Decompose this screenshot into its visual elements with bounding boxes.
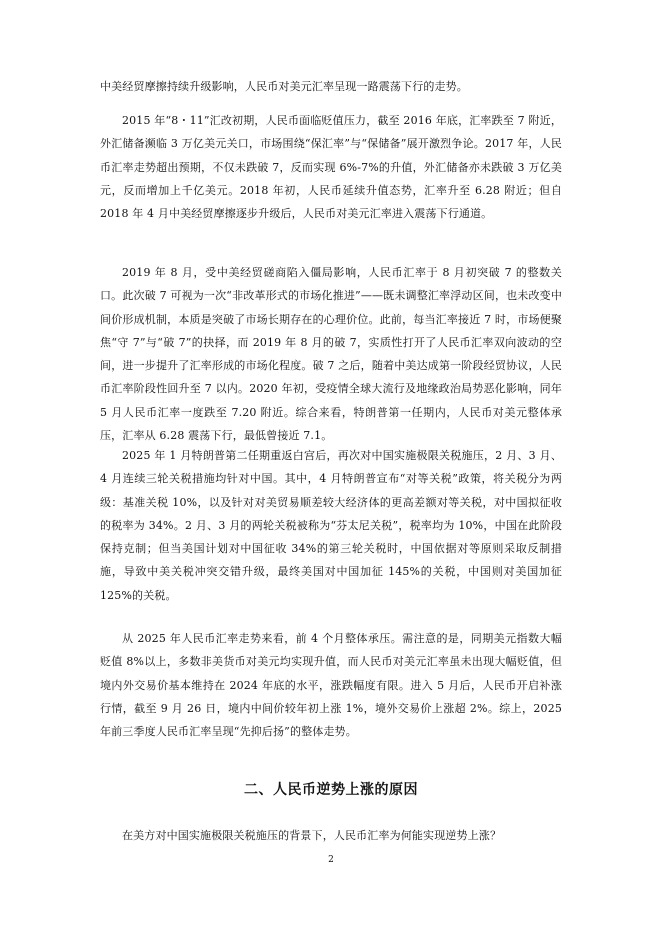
paragraph-2025-tariffs: 2025 年 1 月特朗普第二任期重返白宫后，再次对中国实施极限关税施压，2 月、3 月、4 月连续三轮关税措施均针对中国。其中，4 月特朗普宣布“对等关税”政策，将关税分为两级：基准关税 10%，以及针对对美贸易顺差较大经济体的更高差额对等关税，对中国拟征收的税率为 34%。2 月、3 月的两轮关税被称为“芬太尼关税”，税率均为 10%，中国在此阶段保持克制；但当美国计划对中国征收 34%的第三轮关税时，中国依据对等原则采取反制措施，导致中美关税冲突交错升级，最终美国对中国加征 145%的关税，中国则对美国加征 125%的关税。 bbox=[100, 449, 562, 602]
paragraph-continuation: 中美经贸摩擦持续升级影响，人民币对美元汇率呈现一路震荡下行的走势。 bbox=[100, 80, 468, 93]
page-number: 2 bbox=[328, 855, 334, 865]
paragraph-2015-reform: 2015 年“8・11”汇改初期，人民币面临贬值压力，截至 2016 年底，汇率跌至 7 附近，外汇储备濒临 3 万亿美元关口，市场围绕“保汇率”与“保储备”展开激烈争论。2017 年，人民币汇率走势超出预期，不仅未跌破 7，反而实现 6%-7%的升值，外汇储备亦未跌破 3 万亿美元，反而增加上千亿美元。2018 年初，人民币延续升值态势，汇率升至 6.28 附近；但自 2018 年 4 月中美经贸摩擦逐步升级后，人民币对美元汇率进入震荡下行通道。 bbox=[100, 114, 562, 221]
paragraph-2025-trend: 从 2025 年人民币汇率走势来看，前 4 个月整体承压。需注意的是，同期美元指数大幅贬值 8%以上，多数非美货币对美元均实现升值，而人民币对美元汇率虽未出现大幅贬值，但境内外交易价基本维持在 2024 年底的水平，涨跌幅度有限。进入 5 月后，人民币开启补涨行情，截至 9 月 26 日，境内中间价较年初上涨 1%，境外交易价上涨超 2%。综上，2025 年前三季度人民币汇率呈现“先抑后扬”的整体走势。 bbox=[100, 632, 562, 739]
section-heading: 二、人民币逆势上涨的原因 bbox=[244, 782, 418, 798]
paragraph-2019-break-seven: 2019 年 8 月，受中美经贸磋商陷入僵局影响，人民币汇率于 8 月初突破 7 的整数关口。此次破 7 可视为一次“非改革形式的市场化推进”——既未调整汇率浮动区间，也未改变中间价形成机制，本质是突破了市场长期存在的心理价位。此前，每当汇率接近 7 时，市场便聚焦“守 7”与“破 7”的抉择，而 2019 年 8 月的破 7，实质性打开了人民币汇率双向波动的空间，进一步提升了汇率形成的市场化程度。破 7 之后，随着中美达成第一阶段经贸协议，人民币汇率阶段性回升至 7 以内。2020 年初，受疫情全球大流行及地缘政治局势恶化影响，同年 5 月人民币汇率一度跌至 7.20 附近。综合来看，特朗普第一任期内，人民币对美元整体承压，汇率从 6.28 震荡下行，最低曾接近 7.1。 bbox=[100, 266, 562, 443]
paragraph-question: 在美方对中国实施极限关税施压的背景下，人民币汇率为何能实现逆势上涨？ bbox=[122, 829, 502, 842]
